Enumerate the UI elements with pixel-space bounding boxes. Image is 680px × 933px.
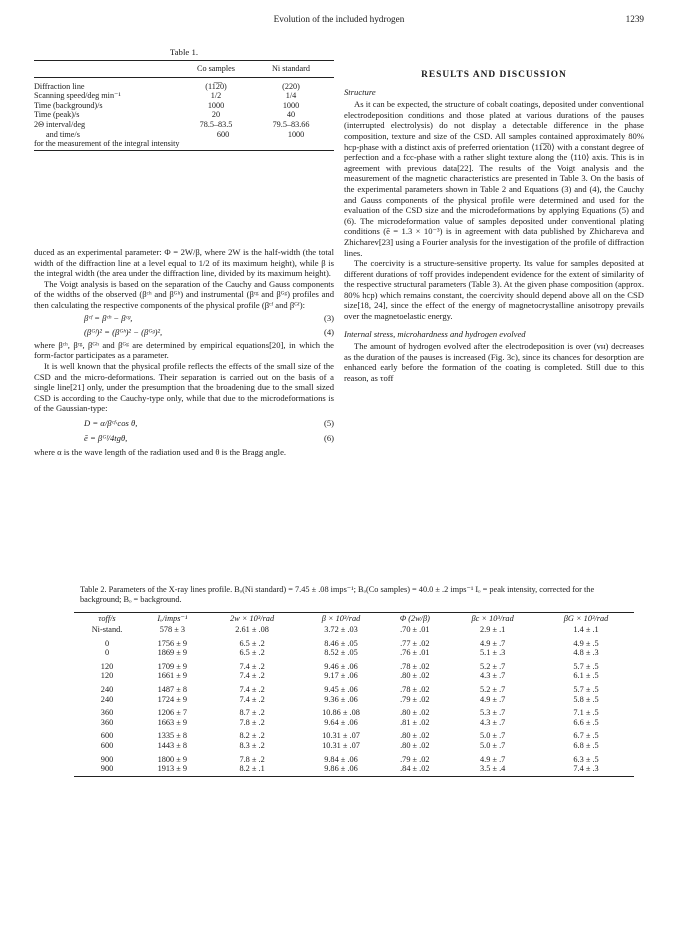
table2-cell: 4.3 ± .7: [480, 671, 506, 681]
table2-cell: .84 ± .02: [400, 764, 430, 774]
table2-cell: 9.17 ± .06: [324, 671, 358, 681]
equation-text: D = α/βᶜᶠ·cos θ,: [84, 417, 138, 428]
table2-cell: 1800 ± 9: [157, 754, 188, 764]
table2-cell: .78 ± .02: [400, 684, 430, 694]
table2-cell: 1206 ± 7: [157, 708, 188, 718]
equation-number: (4): [323, 327, 334, 338]
paragraph: It is well known that the physical profile reflects the effects of the small size of the CSD and the micro-deformations. Their separation is carried out on the basis of a single line[21] only, under the presumption that the broadening due to the small sized CSD is according to the Cauchy-type only, while that due to the microdeformations is of the Gaussian-type:: [34, 360, 334, 414]
table2-cell: 600: [100, 740, 114, 750]
table2-cell: 1913 ± 9: [157, 764, 188, 774]
table2-cell: 1.4 ± .1: [573, 625, 599, 634]
table2-cell: .81 ± .02: [400, 717, 430, 727]
table1-row: [34, 110, 334, 120]
table2-cell: 1756 ± 9: [157, 638, 188, 648]
table2-cell: 4.3 ± .7: [480, 717, 506, 727]
table2-header-cell: β × 10³/rad: [321, 614, 361, 624]
table2-cell: 4.9 ± .7: [480, 694, 506, 704]
table1-cell: Diffraction line: [34, 81, 85, 91]
table1-bottom-rule: [34, 150, 334, 151]
table2-cell: 1443 ± 8: [157, 740, 188, 750]
table2-cell: 900: [100, 754, 114, 764]
table2-cell: 2.61 ± .08: [235, 625, 269, 634]
table2-cell: 7.4 ± .2: [239, 661, 265, 671]
table2-cell: 240: [100, 684, 114, 694]
table1-header-cell: Ni standard: [272, 64, 310, 73]
table2-header-cell: 2w × 10³/rad: [230, 614, 275, 624]
table2-cell: 3.5 ± .4: [480, 764, 506, 774]
table2-cell: 6.8 ± .5: [573, 740, 599, 750]
table2-header-cell: βG × 10³/rad: [563, 614, 609, 624]
subsection-heading: Structure: [344, 86, 376, 97]
table2-cell: 5.0 ± .7: [480, 740, 506, 750]
table1-cell: 20: [211, 110, 221, 120]
table2-cell: 6.3 ± .5: [573, 754, 599, 764]
table2-cell: 7.4 ± .2: [239, 694, 265, 704]
table1-row: [34, 101, 334, 111]
table2-cell: 7.8 ± .2: [239, 754, 265, 764]
table2-cell: 360: [100, 708, 114, 718]
table1-footnote: for the measurement of the integral intensity: [34, 139, 180, 149]
running-title: Evolution of the included hydrogen: [273, 14, 405, 24]
table2-row: [74, 662, 634, 672]
table2: [74, 612, 634, 777]
table2-cell: 5.3 ± .7: [480, 708, 506, 718]
table2-cell: 10.31 ± .07: [322, 731, 360, 741]
table2-cell: 5.1 ± .3: [480, 648, 506, 658]
table2-cell: 7.1 ± .5: [573, 708, 599, 718]
subsection-heading: Internal stress, microhardness and hydrogen evolved: [344, 328, 526, 339]
table1-cell: 1000: [207, 100, 225, 110]
table2-cell: 4.9 ± .7: [480, 754, 506, 764]
table2-cell: 4.8 ± .3: [573, 648, 599, 658]
table2-cell: .70 ± .01: [400, 625, 430, 634]
table2-cell: 7.4 ± .2: [239, 684, 265, 694]
table1-cell: 1/4: [285, 91, 297, 101]
table1-row: [34, 91, 334, 101]
table2-cell: 9.84 ± .06: [324, 754, 358, 764]
table2-cell: 120: [100, 671, 114, 681]
table1-header-cell: [34, 64, 180, 74]
table2-cell: 1724 ± 9: [157, 694, 188, 704]
table2-cell: 600: [100, 731, 114, 741]
table2-cell: 1663 ± 9: [157, 717, 188, 727]
equation-text: (βᴳᶠ)² = (βᴳʰ)² − (βᴳᵍ)²,: [84, 327, 163, 338]
table2-cell: 578 ± 3: [159, 625, 185, 634]
table1-row: [34, 82, 334, 92]
table2-cell: 10.86 ± .08: [322, 708, 360, 718]
table2-cell: .79 ± .02: [400, 694, 430, 704]
table2-cell: 9.46 ± .06: [324, 661, 358, 671]
table2-cell: 3.72 ± .03: [324, 625, 358, 634]
table2-header-cell: βc × 10³/rad: [471, 614, 514, 624]
table2-cell: 6.6 ± .5: [573, 717, 599, 727]
left-column: [34, 247, 334, 458]
table2-header-row: [74, 613, 634, 625]
table1-mid-rule: [34, 77, 334, 78]
table2-cell: 10.31 ± .07: [322, 740, 360, 750]
table2-cell: 1487 ± 8: [157, 684, 188, 694]
paragraph: where α is the wave length of the radiation used and θ is the Bragg angle.: [34, 447, 287, 458]
table1-cell: 1000: [282, 100, 300, 110]
table1-body: [34, 82, 334, 140]
table1-cell: 78.5–83.5: [199, 119, 233, 129]
equation-number: (6): [323, 432, 334, 443]
equation-6: [34, 431, 334, 448]
table2-cell: 6.1 ± .5: [573, 671, 599, 681]
paragraph: where βᶜʰ, βᶜᵍ, βᴳʰ and βᴳᵍ are determined by empirical equations[20], in which the form-factor participates as a parameter.: [34, 339, 334, 361]
table2-cell: 240: [100, 694, 114, 704]
equation-text: ē = βᴳᶠ/4tgθ,: [84, 432, 128, 443]
table2-row: [74, 685, 634, 695]
table2-cell: 5.8 ± .5: [573, 694, 599, 704]
table2-cell: .80 ± .02: [400, 731, 430, 741]
equation-3: [34, 311, 334, 326]
table2-row: [74, 718, 634, 728]
table1-row: [34, 120, 334, 130]
table1-cell: 2Θ interval/deg: [34, 119, 86, 129]
page-number: 1239: [625, 14, 644, 24]
table2-cell: .77 ± .02: [400, 638, 430, 648]
paragraph: The amount of hydrogen evolved after the electrodeposition is over (vʜ) decreases as the duration of the pauses is increased (Fig. 3c), since its chances for desorption are enhanced early before the formation of the coating is completed. Still due to this reason, as τoff: [344, 341, 644, 384]
table2-cell: 9.64 ± .06: [324, 717, 358, 727]
table2-cell: 4.9 ± .7: [480, 638, 506, 648]
paragraph: The Voigt analysis is based on the separation of the Cauchy and Gauss components of the widths of the observed (βᶜʰ and βᴳʰ) and instrumental (βᶜᵍ and βᴳᵍ) profiles and then calculating the respective components of the physical profile (βᶜᶠ and βᴳᶠ):: [34, 278, 334, 310]
table2-cell: 8.7 ± .2: [239, 708, 265, 718]
table2-cell: 5.2 ± .7: [480, 661, 506, 671]
paragraph: The coercivity is a structure-sensitive property. Its value for samples deposited at different durations of τoff provides independent evidence for the extent of similarity of the respective structural parameters (Table 3). At the given phase composition (approx. 80% hcp) which remains constant, the coercivity should depend above all on the CSD size[18, 24], since the effect of the energy of magnetocrystalline anisotropy prevails over the magnetoelastic energy.: [344, 258, 644, 322]
table2-cell: .80 ± .02: [400, 671, 430, 681]
table2-bottom-rule: [74, 776, 634, 777]
table2-row: [74, 671, 634, 681]
table2-cell: 0: [104, 638, 110, 648]
table2-cell: 9.86 ± .06: [324, 764, 358, 774]
table2-cell: 1869 ± 9: [157, 648, 188, 658]
table2-row: [74, 731, 634, 741]
table2-cell: 1335 ± 8: [157, 731, 188, 741]
equation-text: βᶜᶠ = βᶜʰ − βᶜᵍ,: [84, 312, 133, 323]
table2-cell: 2.9 ± .1: [480, 625, 506, 634]
table2-cell: 5.2 ± .7: [480, 684, 506, 694]
table1-cell: 79.5–83.66: [272, 119, 310, 129]
table2-row: [74, 741, 634, 751]
table1-cell: Time (background)/s: [34, 100, 103, 110]
table2-cell: 7.4 ± .3: [573, 764, 599, 774]
table2-row: [74, 764, 634, 774]
right-column: [344, 70, 644, 384]
table1-cell: 40: [286, 110, 296, 120]
table2-row: [74, 639, 634, 649]
table1-cell: Time (peak)/s: [34, 110, 80, 120]
table2-cell: 7.4 ± .2: [239, 671, 265, 681]
table1-cell: and time/s: [46, 129, 80, 139]
table2-cell: 120: [100, 661, 114, 671]
table2-caption: Table 2. Parameters of the X-ray lines profile. Bₒ(Ni standard) = 7.45 ± .08 imps⁻¹; Bₒ(Co samples) = 40.0 ± .2 imps⁻¹ Iₒ = peak intensity, corrected for the background; Bₒ = background.: [80, 585, 595, 604]
table1-caption: Table 1.: [169, 47, 199, 57]
table2-cell: 8.46 ± .05: [324, 638, 358, 648]
table2-cell: 8.2 ± .2: [239, 731, 265, 741]
table2-cell: 9.36 ± .06: [324, 694, 358, 704]
paragraph: duced as an experimental parameter: Φ = 2W/β, where 2W is the half-width (the total width of the diffraction line at a level equal to 1/2 of its maximum height), while β is the integral width (the area under the diffraction line, divided by its maximum height).: [34, 247, 334, 279]
table1-cell: Scanning speed/deg min⁻¹: [34, 91, 121, 101]
table2-row: [74, 625, 634, 635]
table2-cell: 1661 ± 9: [157, 671, 188, 681]
table2-cell: .78 ± .02: [400, 661, 430, 671]
table2-header-cell: Iₒ/imps⁻¹: [157, 614, 188, 624]
table1-cell: (11̅2̅0): [205, 81, 227, 91]
table2-cell: 6.7 ± .5: [573, 731, 599, 741]
table1-header-cell: Co samples: [197, 64, 235, 73]
section-heading: RESULTS AND DISCUSSION: [421, 70, 567, 80]
equation-number: (5): [323, 417, 334, 428]
table1-cell: (220): [282, 81, 300, 91]
table2-cell: Ni-stand.: [91, 625, 123, 634]
table2-row: [74, 648, 634, 658]
table1-cell: 1000: [287, 129, 305, 139]
table2-grid: [74, 613, 634, 774]
paragraph: As it can be expected, the structure of cobalt coatings, deposited under conventional electrodeposition conditions and those plated at various durations of the pauses (interrupted electrolysis) do not display a detectable difference in the phase composition, texture and size of the CSD. All samples contained approximately 80% hcp-phase with a distinct axis of preferred orientation ⟨11̅2̅0⟩ with a constant degree of perfection and a fcc-phase with a rather slight texture along the ⟨110⟩ axis. This is in agreement with previous data[22]. The results of the Voigt analysis and the measurement of the magnetic characteristics are presented in Table 3. On the basis of the experimental parameters shown in Table 2 and Equations (3) and (4), the Cauchy and Gauss components of the physical profile were determined and used for the evaluation of the CSD size and the microdeformations by applying Equations (5) and (6). The microdeformation value of samples deposited under conventional plating conditions (ē = 1.3 × 10⁻³) is in agreement with data published by Zhichareva and Zhicharev[23] using a Fourier analysis for the investigation of the profile of diffraction lines.: [344, 99, 644, 258]
table2-cell: 4.9 ± .5: [573, 638, 599, 648]
table2-cell: 8.2 ± .1: [239, 764, 265, 774]
table2-cell: .76 ± .01: [400, 648, 430, 658]
table2-cell: 6.5 ± .2: [239, 648, 265, 658]
table1-cell: 600: [216, 129, 230, 139]
table2-cell: 1709 ± 9: [157, 661, 188, 671]
table2-header-cell: τoff/s: [98, 614, 116, 624]
running-header: [34, 14, 644, 28]
table1: [34, 60, 334, 151]
table2-cell: 9.45 ± .06: [324, 684, 358, 694]
table2-cell: .80 ± .02: [400, 708, 430, 718]
table1-cell: 1/2: [210, 91, 222, 101]
table2-body: [74, 625, 634, 774]
table2-cell: 900: [100, 764, 114, 774]
table2-cell: 360: [100, 717, 114, 727]
table2-cell: .79 ± .02: [400, 754, 430, 764]
table2-row: [74, 708, 634, 718]
table2-cell: 7.8 ± .2: [239, 717, 265, 727]
equation-number: (3): [323, 312, 334, 323]
table2-cell: 6.5 ± .2: [239, 638, 265, 648]
table2-cell: 5.7 ± .5: [573, 661, 599, 671]
table2-cell: 0: [104, 648, 110, 658]
table2-cell: 5.0 ± .7: [480, 731, 506, 741]
table2-cell: .80 ± .02: [400, 740, 430, 750]
table2-row: [74, 695, 634, 705]
table2-cell: 8.3 ± .2: [239, 740, 265, 750]
table2-header-cell: Φ (2w/β): [399, 614, 430, 624]
table2-cell: 5.7 ± .5: [573, 684, 599, 694]
equation-4: [34, 325, 334, 340]
equation-5: [34, 414, 334, 431]
table1-row: [34, 130, 334, 140]
table2-row: [74, 755, 634, 765]
table1-header-row: [34, 61, 334, 77]
table2-cell: 8.52 ± .05: [324, 648, 358, 658]
